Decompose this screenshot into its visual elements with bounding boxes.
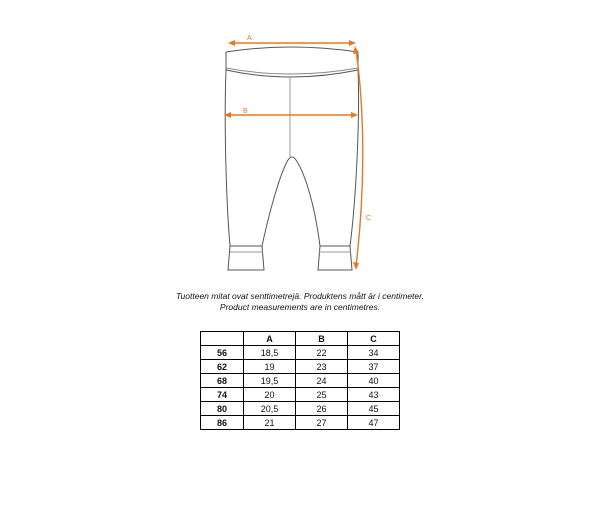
table-cell-a: 18,5 [244, 346, 296, 360]
table-header-row [201, 332, 400, 346]
table-cell-a: 20 [244, 388, 296, 402]
dimension-b-label: B [243, 108, 248, 115]
table-cell-a: 19,5 [244, 374, 296, 388]
dimension-arrows [224, 40, 363, 270]
table-row [201, 402, 400, 416]
table-cell-b: 27 [296, 416, 348, 430]
table-cell-c: 45 [348, 402, 400, 416]
table-header-a: A [244, 332, 296, 346]
table-row [201, 388, 400, 402]
table-cell-b: 24 [296, 374, 348, 388]
table-header-b: B [296, 332, 348, 346]
table-cell-b: 23 [296, 360, 348, 374]
table-cell-b: 22 [296, 346, 348, 360]
table-cell-size: 62 [201, 360, 244, 374]
table-header-c: C [348, 332, 400, 346]
table-cell-a: 20,5 [244, 402, 296, 416]
table-cell-c: 34 [348, 346, 400, 360]
table-cell-c: 47 [348, 416, 400, 430]
dimension-c-label: C [366, 215, 372, 222]
caption-line-2: Product measurements are in centimetres. [219, 302, 381, 312]
size-table [200, 331, 400, 430]
table-cell-size: 68 [201, 374, 244, 388]
table-row [201, 374, 400, 388]
table-cell-a: 19 [244, 360, 296, 374]
table-cell-size: 56 [201, 346, 244, 360]
table-cell-c: 37 [348, 360, 400, 374]
table-row [201, 416, 400, 430]
table-cell-b: 25 [296, 388, 348, 402]
pants-outline [225, 47, 358, 270]
caption-line-1: Tuotteen mitat ovat senttimetrejä. Produktens mått är i centimeter. [175, 291, 425, 301]
table-cell-c: 43 [348, 388, 400, 402]
dimension-a-label: A [247, 35, 252, 42]
table-cell-c: 40 [348, 374, 400, 388]
table-row [201, 346, 400, 360]
table-cell-size: 74 [201, 388, 244, 402]
table-cell-b: 26 [296, 402, 348, 416]
table-cell-size: 80 [201, 402, 244, 416]
table-header-size [201, 332, 244, 346]
table-cell-size: 86 [201, 416, 244, 430]
table-row [201, 360, 400, 374]
table-cell-a: 21 [244, 416, 296, 430]
